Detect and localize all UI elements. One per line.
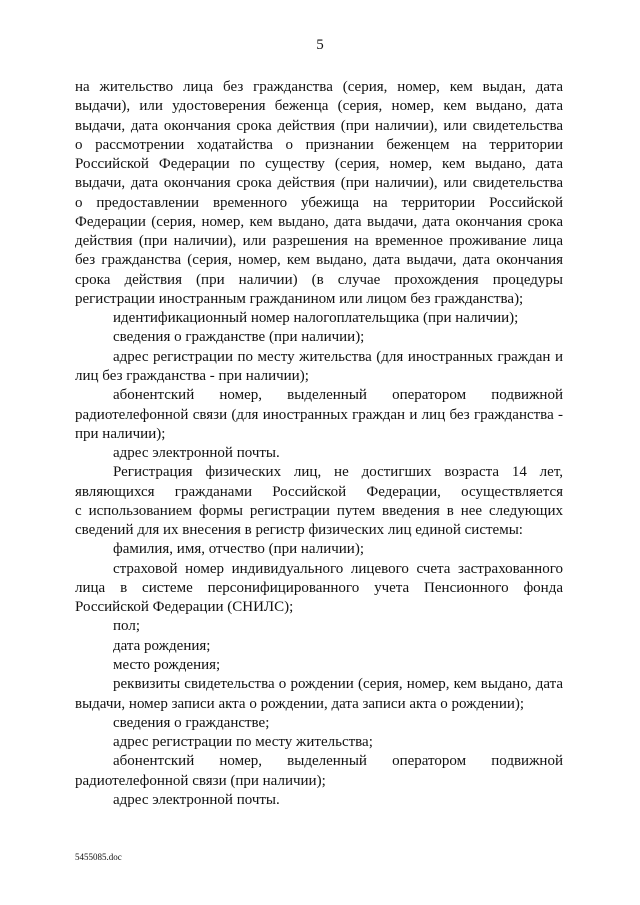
text-line: Российской Федерации (СНИЛС); [75,599,294,616]
paragraph [75,791,563,810]
text-line: страховой номер индивидуального лицевого счета застрахованного [113,560,563,577]
text-line: сведения о гражданстве; [113,714,270,731]
paragraph [75,637,563,656]
text-line: выдачи), или удостоверения беженца (серия, номер, кем выдано, дата [75,98,563,115]
text-line: регистрации иностранным гражданином или лицом без гражданства); [75,290,524,307]
text-line: радиотелефонной связи (при наличии); [75,772,326,789]
paragraph [75,386,563,444]
text-line: действия (при наличии), или разрешения на временное проживание лица [75,233,563,250]
paragraph [75,328,563,347]
text-line: пол; [113,618,140,635]
paragraph [75,560,563,618]
text-line: Регистрация физических лиц, не достигших возраста 14 лет, [113,464,563,481]
paragraph [75,444,563,463]
text-line: без гражданства (серия, номер, кем выдано, дата выдачи, дата окончания [75,252,563,269]
paragraph [75,617,563,636]
text-line: срока действия (при наличии) (в случае прохождения процедуры [75,271,563,288]
text-line: при наличии); [75,425,166,442]
paragraph [75,733,563,752]
paragraph [75,78,563,309]
page-number: 5 [316,37,324,53]
text-line: реквизиты свидетельства о рождении (серия, номер, кем выдано, дата [113,676,563,693]
text-line: лиц без гражданства - при наличии); [75,367,309,384]
text-line: на жительство лица без гражданства (серия, номер, кем выдан, дата [75,79,563,95]
paragraph [75,752,563,791]
text-line: абонентский номер, выделенный оператором подвижной [113,753,563,770]
text-line: выдачи, дата окончания срока действия (при наличии), или свидетельства [75,117,563,134]
text-line: абонентский номер, выделенный оператором подвижной [113,387,563,404]
text-line: адрес электронной почты. [113,445,280,462]
paragraph [75,540,563,559]
paragraph [75,714,563,733]
text-line: лица в системе персонифицированного учета Пенсионного фонда [75,579,563,596]
text-line: адрес регистрации по месту жительства; [113,734,373,751]
text-line: с использованием формы регистрации путем введения в нее следующих [75,502,563,519]
document-body [75,78,563,810]
text-line: место рождения; [113,656,221,673]
text-line: дата рождения; [113,637,211,654]
paragraph [75,348,563,387]
text-line: о рассмотрении ходатайства о признании беженцем на территории [75,136,563,153]
text-line: адрес электронной почты. [113,791,280,808]
text-line: Федерации (серия, номер, кем выдано, дата выдачи, дата окончания срока [75,213,563,230]
paragraph [75,309,563,328]
text-line: являющихся гражданами Российской Федерации, осуществляется [75,483,563,500]
text-line: адрес регистрации по месту жительства (для иностранных граждан и [113,348,563,365]
text-line: фамилия, имя, отчество (при наличии); [113,541,364,558]
text-line: выдачи, номер записи акта о рождении, дата записи акта о рождении); [75,695,525,712]
paragraph [75,675,563,714]
text-line: Российской Федерации по существу (серия, номер, кем выдано, дата [75,156,563,173]
text-line: о предоставлении временного убежища на территории Российской [75,194,563,211]
text-line: сведения о гражданстве (при наличии); [113,329,365,346]
paragraph [75,656,563,675]
text-line: радиотелефонной связи (для иностранных граждан и лиц без гражданства - [75,406,563,423]
text-line: идентификационный номер налогоплательщика (при наличии); [113,310,519,327]
text-line: выдачи, дата окончания срока действия (при наличии), или свидетельства [75,175,563,192]
text-line: сведений для их внесения в регистр физических лиц единой системы: [75,522,523,539]
paragraph [75,463,563,540]
footer-file-name: 5455085.doc [75,852,122,862]
